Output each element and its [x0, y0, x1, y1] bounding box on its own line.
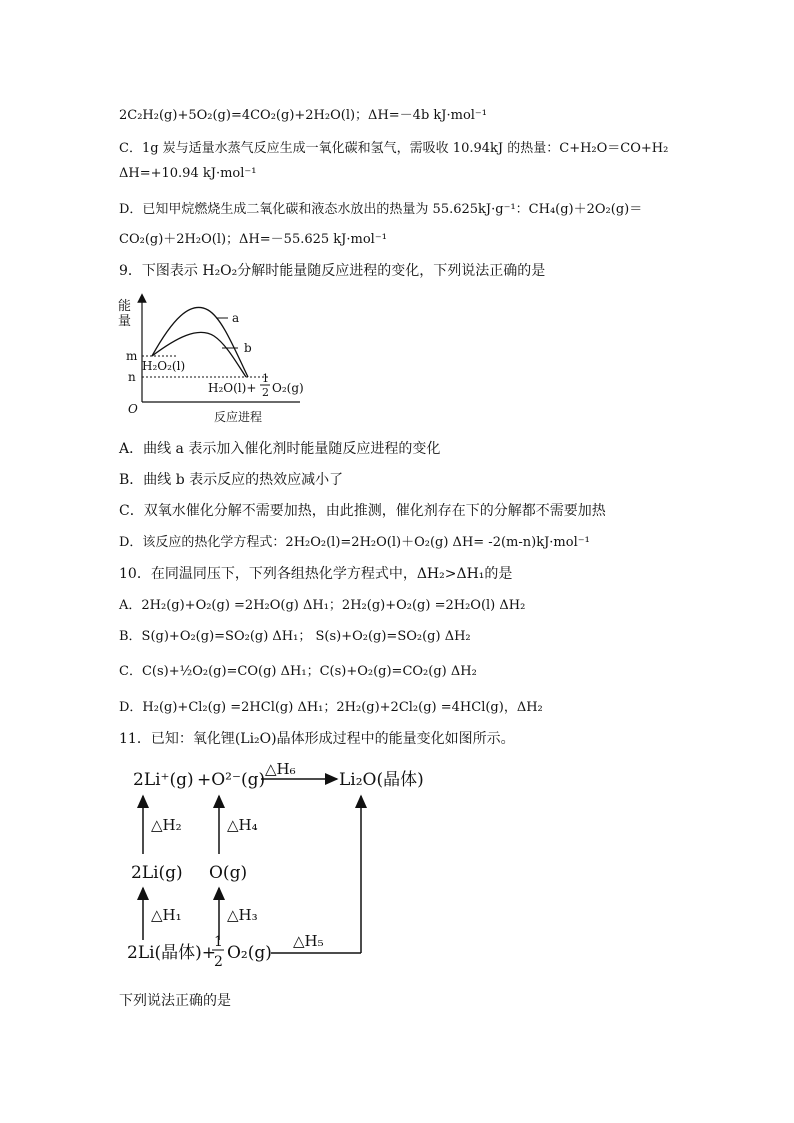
top-mid-species: +O²⁻(g) — [197, 770, 266, 790]
option-10c: C．C(s)+½O₂(g)=CO(g) ΔH₁；C(s)+O₂(g)=CO₂(g) ΔH₂ — [119, 664, 477, 679]
bottom-mid-species: O₂(g) — [227, 943, 272, 963]
born-haber-cycle-figure — [125, 758, 445, 973]
top-right-species: Li₂O(晶体) — [339, 770, 424, 790]
option-9b: B．曲线 b 表示反应的热效应减小了 — [119, 472, 344, 488]
y-axis-label-2: 量 — [118, 314, 132, 329]
option-10b: B．S(g)+O₂(g)=SO₂(g) ΔH₁； S(s)+O₂(g)=SO₂(g) ΔH₂ — [119, 629, 471, 644]
option-9d: D．该反应的热化学方程式：2H₂O₂(l)=2H₂O(l)＋O₂(g) ΔH= -2(m-n)kJ·mol⁻¹ — [119, 535, 590, 550]
question-9-stem: 9．下图表示 H₂O₂分解时能量随反应进程的变化，下列说法正确的是 — [119, 263, 546, 279]
question-11-prompt: 下列说法正确的是 — [119, 993, 231, 1009]
option-9c: C．双氧水催化分解不需要加热，由此推测，催化剂存在下的分解都不需要加热 — [119, 503, 606, 519]
level-n-label: n — [128, 370, 136, 384]
option-10d: D．H₂(g)+Cl₂(g) =2HCl(g) ΔH₁；2H₂(g)+2Cl₂(g) =4HCl(g)，ΔH₂ — [119, 700, 543, 715]
bottom-left-species: 2Li(晶体)+ — [127, 943, 217, 963]
curve-b-label: b — [244, 341, 252, 355]
dH6-label: △H₆ — [265, 760, 296, 778]
option-c-enthalpy: ΔH=+10.94 kJ·mol⁻¹ — [119, 166, 257, 181]
curve-a-label: a — [232, 311, 240, 325]
option-10a: A．2H₂(g)+O₂(g) =2H₂O(g) ΔH₁；2H₂(g)+O₂(g) =2H₂O(l) ΔH₂ — [119, 598, 526, 613]
top-left-species: 2Li⁺(g) — [133, 770, 194, 790]
reactant-label: H₂O₂(l) — [142, 359, 186, 373]
dH2-label: △H₂ — [151, 816, 182, 834]
energy-profile-figure — [110, 290, 310, 430]
mid-mid-species: O(g) — [209, 863, 248, 883]
dH3-label: △H₃ — [227, 906, 258, 924]
option-d-equation: CO₂(g)＋2H₂O(l)；ΔH=－55.625 kJ·mol⁻¹ — [119, 232, 387, 247]
level-m-label: m — [126, 349, 138, 363]
option-c-line: C．1g 炭与适量水蒸气反应生成一氧化碳和氢气，需吸收 10.94kJ 的热量：C+H₂O＝CO+H₂ — [119, 141, 669, 156]
option-d-line: D．已知甲烷燃烧生成二氧化碳和液态水放出的热量为 55.625kJ·g⁻¹：CH₄(g)＋2O₂(g)＝ — [119, 202, 643, 217]
product-label-prefix: H₂O(l)+ — [208, 381, 257, 395]
question-11-stem: 11．已知：氧化锂(Li₂O)晶体形成过程中的能量变化如图所示。 — [119, 731, 515, 747]
option-9a: A．曲线 a 表示加入催化剂时能量随反应进程的变化 — [119, 441, 441, 457]
dH1-label: △H₁ — [151, 906, 182, 924]
mid-left-species: 2Li(g) — [131, 863, 183, 883]
product-label-suffix: O₂(g) — [272, 381, 304, 395]
origin-label: O — [128, 402, 138, 416]
product-frac-den: 2 — [262, 386, 269, 399]
x-axis-label: 反应进程 — [214, 410, 263, 424]
product-frac-num: 1 — [262, 372, 269, 385]
question-10-stem: 10．在同温同压下，下列各组热化学方程式中，ΔH₂>ΔH₁的是 — [119, 566, 513, 582]
dH4-label: △H₄ — [227, 816, 258, 834]
equation-line-b: 2C₂H₂(g)+5O₂(g)=4CO₂(g)+2H₂O(l)；ΔH=－4b kJ·mol⁻¹ — [119, 108, 488, 123]
bottom-frac-num: 1 — [214, 934, 223, 950]
dH5-label: △H₅ — [293, 932, 324, 950]
bottom-frac-den: 2 — [214, 954, 223, 970]
y-axis-label-1: 能 — [118, 299, 132, 314]
